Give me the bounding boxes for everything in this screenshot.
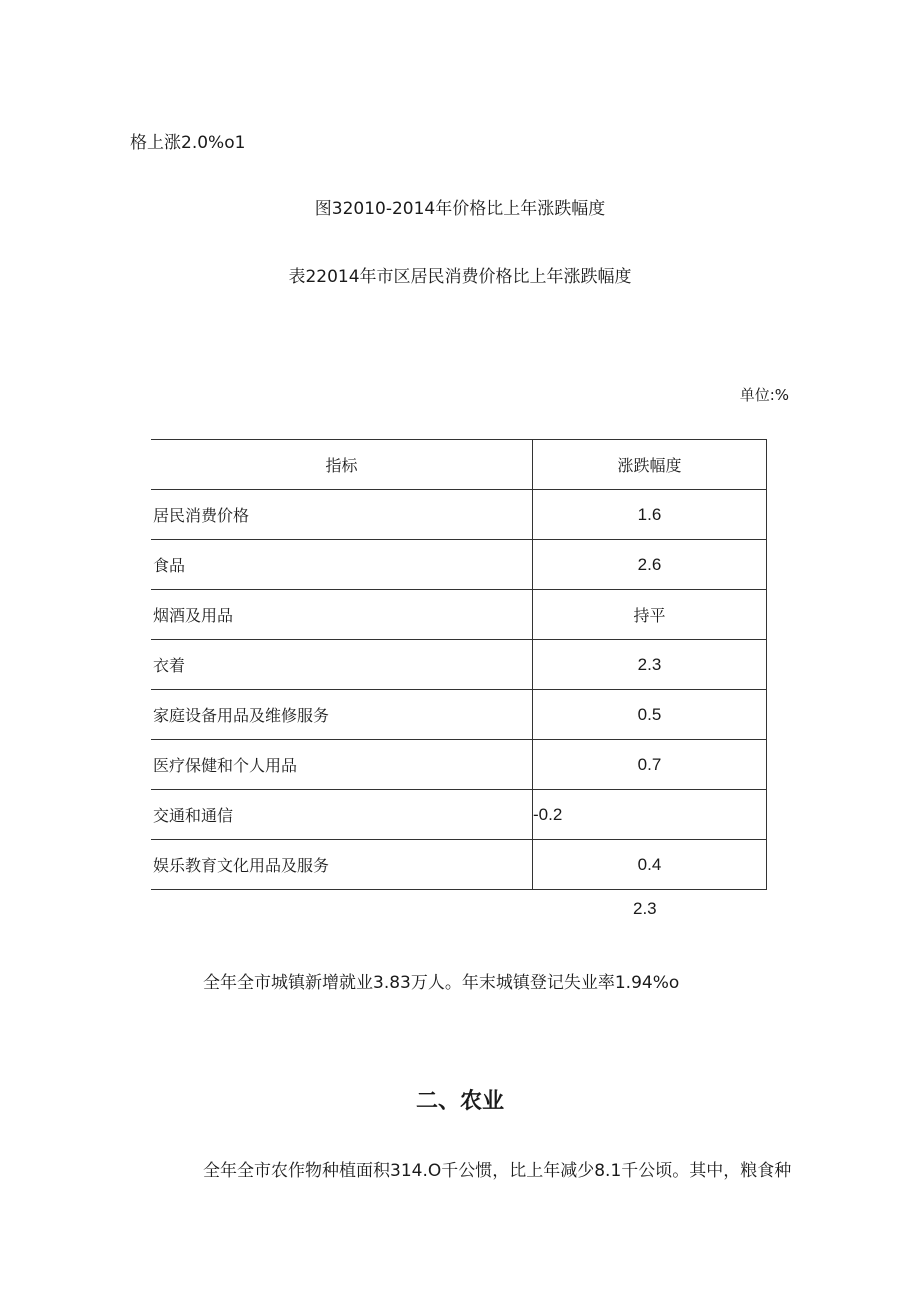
row-value: 2.3 bbox=[533, 640, 767, 690]
table-row bbox=[151, 790, 767, 840]
section-heading: 二、农业 bbox=[415, 1089, 504, 1114]
table-row bbox=[151, 690, 767, 740]
row-value: 1.6 bbox=[533, 490, 767, 540]
row-label: 交通和通信 bbox=[151, 790, 533, 840]
agriculture-paragraph: 全年全市农作物种植面积314.O千公惯，比上年减少8.1千公顷。其中，粮食种 bbox=[203, 1161, 792, 1181]
table-row bbox=[151, 590, 767, 640]
table-row bbox=[151, 740, 767, 790]
row-label: 居民消费价格 bbox=[151, 490, 533, 540]
table-row bbox=[151, 490, 767, 540]
figure-caption: 图32010-2014年价格比上年涨跌幅度 bbox=[314, 199, 606, 219]
overflow-value: 2.3 bbox=[633, 899, 657, 918]
column-header-change: 涨跌幅度 bbox=[533, 440, 767, 490]
row-label: 烟酒及用品 bbox=[151, 590, 533, 640]
employment-paragraph: 全年全市城镇新增就业3.83万人。年末城镇登记失业率1.94%o bbox=[203, 973, 680, 993]
table-header-row bbox=[151, 440, 767, 490]
row-label: 食品 bbox=[151, 540, 533, 590]
row-value: 0.5 bbox=[533, 690, 767, 740]
row-label: 衣着 bbox=[151, 640, 533, 690]
row-value: 0.4 bbox=[533, 840, 767, 890]
row-label: 医疗保健和个人用品 bbox=[151, 740, 533, 790]
row-value: 2.6 bbox=[533, 540, 767, 590]
unit-label: 单位:% bbox=[739, 386, 789, 404]
table-caption: 表22014年市区居民消费价格比上年涨跌幅度 bbox=[288, 267, 632, 287]
row-value: -0.2 bbox=[533, 790, 767, 840]
column-header-indicator: 指标 bbox=[151, 440, 533, 490]
row-label: 娱乐教育文化用品及服务 bbox=[151, 840, 533, 890]
row-value: 0.7 bbox=[533, 740, 767, 790]
fragment-text: 格上涨2.0%o1 bbox=[130, 133, 246, 153]
table-row bbox=[151, 840, 767, 890]
row-value: 持平 bbox=[533, 590, 767, 640]
price-change-table bbox=[151, 439, 767, 890]
table-row bbox=[151, 540, 767, 590]
row-label: 家庭设备用品及维修服务 bbox=[151, 690, 533, 740]
table-row bbox=[151, 640, 767, 690]
